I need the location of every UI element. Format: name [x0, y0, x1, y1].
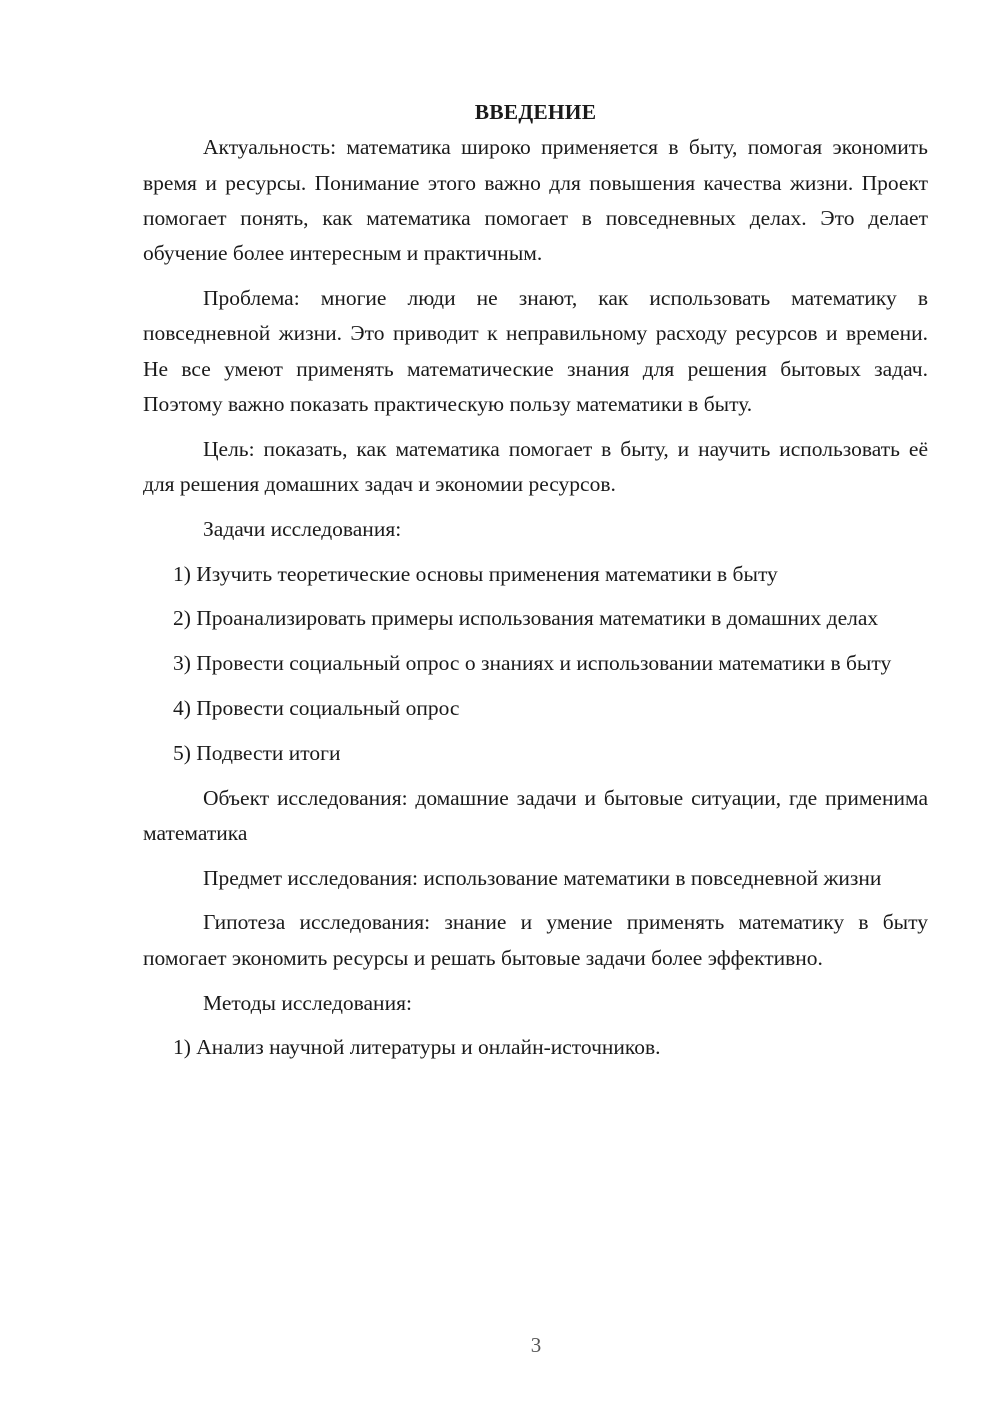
tasks-heading: Задачи исследования: [203, 516, 402, 541]
page-content [143, 95, 928, 1066]
paragraph-problem: Проблема: многие люди не знают, как использовать математику в повседневной жизни. Это приводит к неправильному расходу ресурсов и времени. Не все умеют применять математические знания для решения бытовых задач. Поэтому важно показать практическую пользу математики в быту. [143, 285, 928, 416]
section-title: ВВЕДЕНИЕ [474, 100, 597, 124]
paragraph-goal: Цель: показать, как математика помогает в быту, и научить использовать её для решения домашних задач и экономии ресурсов. [143, 436, 928, 496]
task-item: 2) Проанализировать примеры использования математики в домашних делах [173, 606, 879, 631]
task-item: 1) Изучить теоретические основы применения математики в быту [173, 561, 778, 586]
paragraph-relevance: Актуальность: математика широко применяется в быту, помогая экономить время и ресурсы. Понимание этого важно для повышения качества жизни. Проект помогает понять, как математика помогает в повседневных делах. Это делает обучение более интересным и практичным. [143, 135, 928, 266]
method-item: 1) Анализ научной литературы и онлайн-источников. [173, 1035, 661, 1060]
paragraph-object: Объект исследования: домашние задачи и бытовые ситуации, где применима математика [143, 785, 928, 845]
task-item: 3) Провести социальный опрос о знаниях и использовании математики в быту [173, 651, 892, 676]
paragraph-subject: Предмет исследования: использование математики в повседневной жизни [203, 865, 882, 890]
task-item: 4) Провести социальный опрос [173, 695, 460, 720]
task-item: 5) Подвести итоги [173, 740, 341, 765]
page-number: 3 [530, 1333, 542, 1357]
paragraph-hypothesis: Гипотеза исследования: знание и умение применять математику в быту помогает экономить ресурсы и решать бытовые задачи более эффективно. [143, 910, 928, 970]
methods-heading: Методы исследования: [203, 990, 412, 1015]
